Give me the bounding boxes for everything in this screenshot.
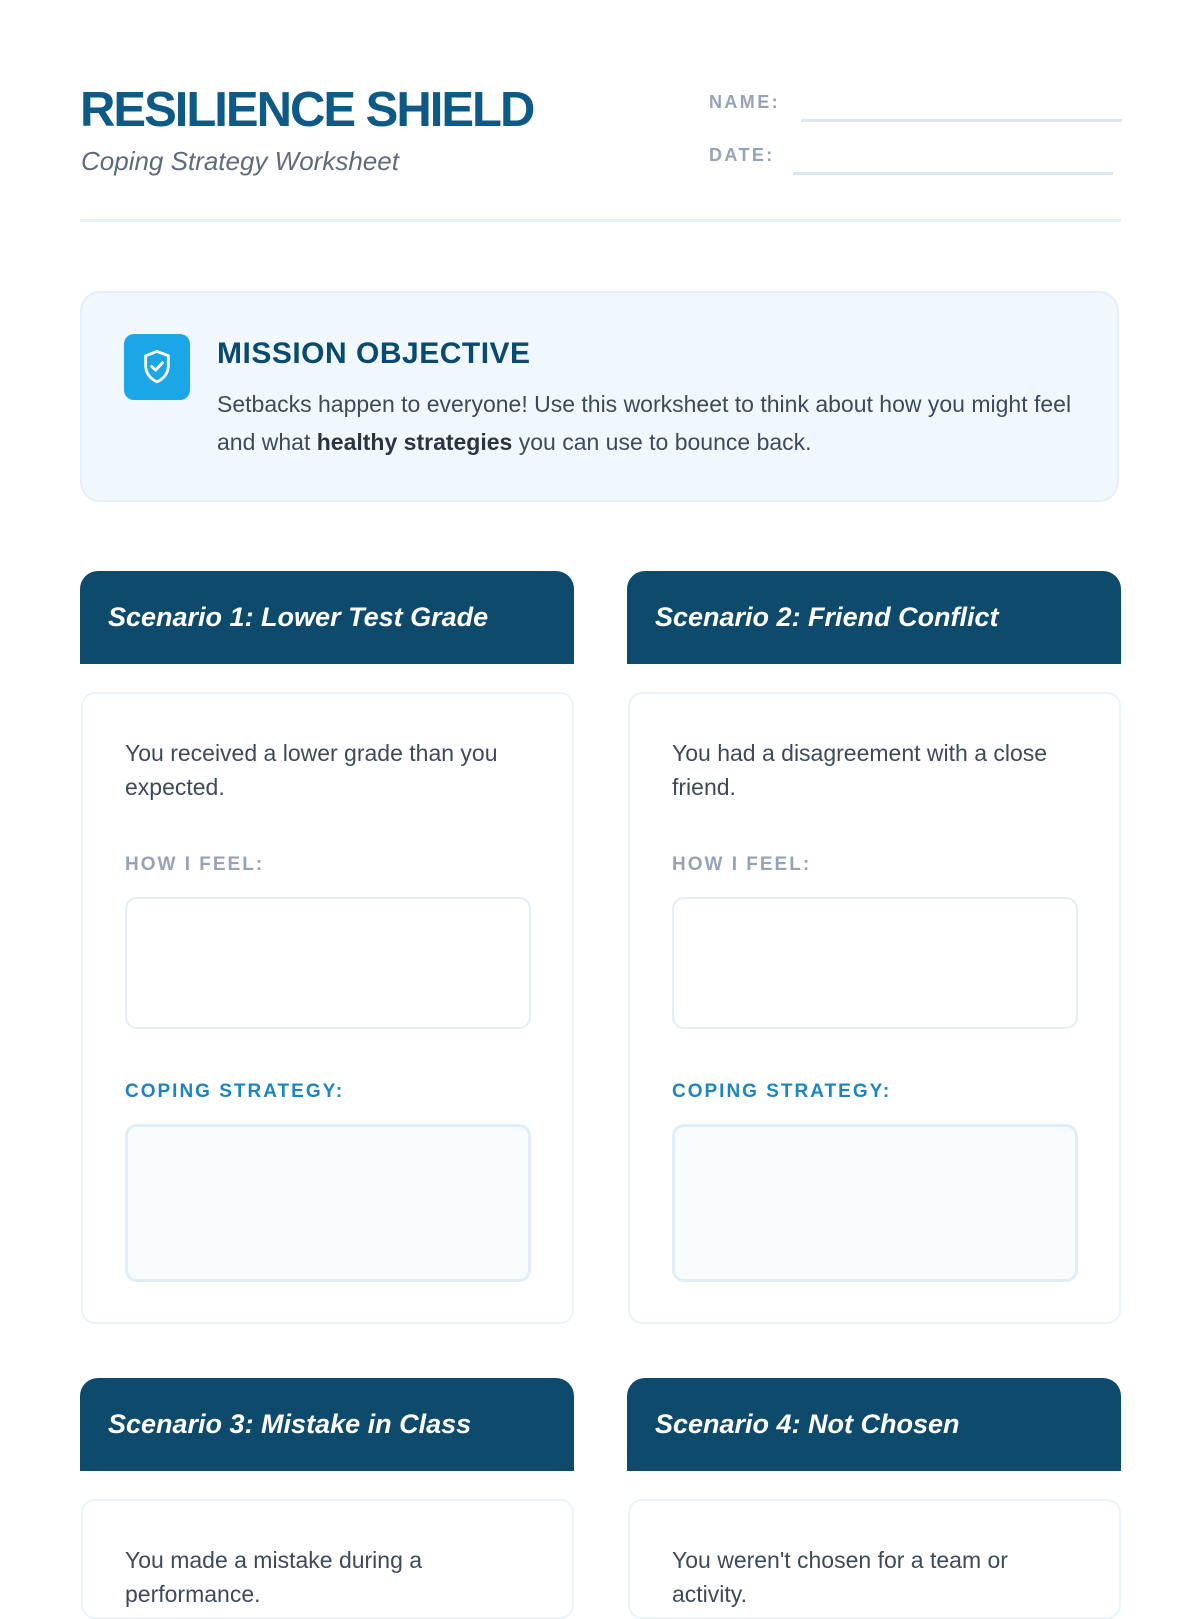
- scenario-description: You made a mistake during a performance.: [125, 1547, 423, 1607]
- scenario-description: You had a disagreement with a close friend.: [672, 740, 1048, 800]
- how-i-feel-label: HOW I FEEL:: [672, 854, 812, 875]
- scenario-title: Scenario 3: Mistake in Class: [108, 1409, 472, 1439]
- how-i-feel-label: HOW I FEEL:: [125, 854, 265, 875]
- scenario-card: [628, 1499, 1121, 1619]
- name-field[interactable]: [801, 119, 1122, 122]
- mission-text: [217, 385, 1077, 461]
- mission-title: MISSION OBJECTIVE: [217, 337, 531, 370]
- scenario-header: [80, 1378, 574, 1471]
- how-i-feel-input[interactable]: [125, 897, 531, 1029]
- how-i-feel-input[interactable]: [672, 897, 1078, 1029]
- scenario-card: [628, 692, 1121, 1324]
- mission-text-bold: healthy strategies: [316, 429, 513, 455]
- scenario-title: Scenario 1: Lower Test Grade: [108, 602, 489, 632]
- date-field[interactable]: [793, 172, 1113, 175]
- coping-strategy-label: COPING STRATEGY:: [125, 1081, 345, 1102]
- scenario-description: You weren't chosen for a team or activity.: [672, 1547, 1008, 1607]
- scenario-description: You received a lower grade than you expected.: [125, 740, 498, 800]
- scenario-title: Scenario 2: Friend Conflict: [655, 602, 999, 632]
- name-label: NAME:: [709, 92, 780, 112]
- scenario-header: [627, 1378, 1121, 1471]
- coping-strategy-input[interactable]: [672, 1124, 1078, 1282]
- date-label: DATE:: [709, 145, 775, 165]
- scenario-header: [627, 571, 1121, 664]
- coping-strategy-label: COPING STRATEGY:: [672, 1081, 892, 1102]
- scenario-card: [81, 1499, 574, 1619]
- page-subtitle: Coping Strategy Worksheet: [81, 146, 399, 176]
- shield-check-svg: [140, 348, 174, 386]
- page-title: RESILIENCE SHIELD: [80, 83, 534, 137]
- shield-check-icon: [124, 334, 190, 400]
- scenario-title: Scenario 4: Not Chosen: [655, 1409, 960, 1439]
- scenario-header: [80, 571, 574, 664]
- scenario-card: [81, 692, 574, 1324]
- header-divider: [80, 219, 1121, 222]
- mission-text-part: Setbacks happen to everyone! Use this worksheet to think about how you might feel and what: [217, 391, 1072, 455]
- coping-strategy-input[interactable]: [125, 1124, 531, 1282]
- mission-objective-box: [80, 291, 1119, 502]
- mission-text-part: you can use to bounce back.: [512, 429, 812, 455]
